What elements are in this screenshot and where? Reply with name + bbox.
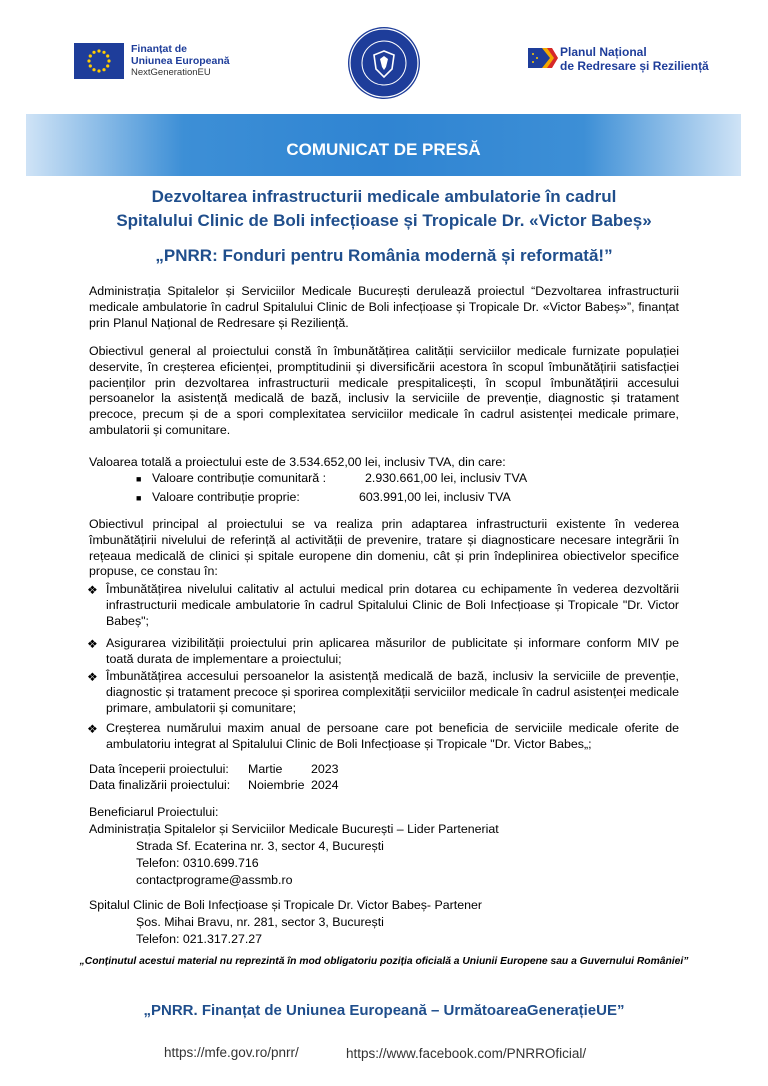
objective-item: Creșterea numărului maxim anual de persoane care pot beneficia de serviciile medicale oferite de ambulatoriu integrat al Spitalului Clinic de Boli Infecțioase și Tropicale "Dr. Victor Babes„; [106,721,679,751]
objective-item: Îmbunătățirea accesului persoanelor la asistență medicală de bază, inclusiv la serviciile de prevenție, diagnostic și tratament precoce și sporirea complexității serviciilor medicale în cadrul asistenței medicale primare, ambulatorii și comunitare; [106,669,679,715]
partner-phone: Telefon: 021.317.27.27 [136,932,263,946]
diamond-bullet-icon: ❖ [87,583,98,597]
leader-phone: Telefon: 0310.699.716 [136,856,259,870]
diamond-bullet-icon: ❖ [87,670,98,684]
partner-address: Șos. Mihai Bravu, nr. 281, sector 3, București [136,915,384,929]
eu-logo-line1: Finanțat de [131,43,188,55]
value-item-label: Valoare contribuție proprie: [152,490,300,504]
end-date-label: Data finalizării proiectului: [89,778,231,792]
leader-email: contactprograme@assmb.ro [136,873,293,887]
document-subtitle: „PNRR: Fonduri pentru România modernă și reformată!” [155,246,613,265]
value-item-label: Valoare contribuție comunitară : [152,471,327,485]
government-seal-logo [346,25,422,101]
square-bullet-icon: ■ [136,474,142,484]
square-bullet-icon: ■ [136,493,142,503]
document-title-line2: Spitalului Clinic de Boli infecțioase și Tropicale Dr. «Victor Babeș» [116,211,652,230]
partner-name: Spitalul Clinic de Boli Infecțioase și Tropicale Dr. Victor Babeș- Partener [89,898,483,912]
eu-flag-icon [74,43,124,79]
end-date-year: 2024 [311,778,339,792]
document-title-line1: Dezvoltarea infrastructurii medicale ambulatorie în cadrul [151,187,617,206]
objective-item: Asigurarea vizibilității proiectului prin aplicarea măsurilor de publicitate și informare conform MIV pe toată durata de implementare a proiectului; [106,636,679,666]
leader-address: Strada Sf. Ecaterina nr. 3, sector 4, București [136,839,384,853]
eu-logo-line2: Uniunea Europeană [131,55,230,67]
press-release-banner [26,114,741,176]
general-objective-paragraph: Obiectivul general al proiectului constă în îmbunătățirea calității serviciilor medicale furnizate populației deservite, în creșterea eficienței, promptitudinii și diversificării acestora în scopul îmbunătățirii satisfacției pacienților prin dezvoltarea infrastructurii medicale prespitalicești, în scopul îmbunătățirii accesului persoanelor la asistență medicală de bază, inclusiv la serviciile de prevenție, diagnostic și tratament precoce, precum și de a spori complexitatea serviciilor medicale în cadrul asistenței medicale primare, ambulatorii și comunitare. [89,344,679,437]
total-value-line: Valoarea totală a proiectului este de 3.534.652,00 lei, inclusiv TVA, din care: [89,455,506,469]
pnrr-arrow-icon [528,45,558,76]
objective-item: Îmbunătățirea nivelului calitativ al actului medical prin dotarea cu echipamente în vederea dezvoltării infrastructurii medicale ambulatorie în cadrul Spitalului Clinic de Boli Infecțioase și Tropicale "Dr. Victor Babeș"; [106,582,679,628]
intro-paragraph: Administrația Spitalelor și Serviciilor Medicale București derulează proiectul “Dezvoltarea infrastructurii medicale ambulatorie în cadrul Spitalului Clinic de Boli infecțioase și Tropicale Dr. «Victor Babeș»”, finanțat prin Planul Național de Redresare și Reziliență. [89,284,679,330]
end-date-month: Noiembrie [248,778,305,792]
start-date-year: 2023 [311,762,339,776]
diamond-bullet-icon: ❖ [87,722,98,736]
beneficiary-heading: Beneficiarul Proiectului: [89,805,219,819]
facebook-pnrr-link[interactable]: https://www.facebook.com/PNRROficial/ [346,1046,587,1061]
pnrr-logo-line2: de Redresare și Reziliență [560,59,709,73]
leader-name: Administrația Spitalelor și Serviciilor Medicale București – Lider Parteneriat [89,822,499,836]
start-date-month: Martie [248,762,283,776]
main-objective-paragraph: Obiectivul principal al proiectului se va realiza prin adaptarea infrastructurii existente în vederea îmbunătățirii nivelului de referință al activității de prevenire, tratare și diagnosticare necesare integrării în rețeaua medicală de clinici și spitale europene din domeniu, cât și prin îndeplinirea obiectivelor specifice propuse, ce constau în: [89,517,679,579]
eu-funding-logo [74,43,274,83]
footer-slogan: „PNRR. Finanțat de Uniunea Europeană – UrmătoareaGenerațieUE” [143,1002,625,1019]
pnrr-logo-line1: Planul Național [560,45,647,59]
start-date-label: Data începerii proiectului: [89,762,229,776]
eu-logo-line3: NextGenerationEU [131,67,211,78]
mfe-pnrr-link[interactable]: https://mfe.gov.ro/pnrr/ [164,1045,299,1060]
banner-title: COMUNICAT DE PRESĂ [286,140,481,159]
value-item-amount: 603.991,00 lei, inclusiv TVA [359,490,511,504]
disclaimer-text: „Conținutul acestui material nu reprezintă în mod obligatoriu poziția oficială a Uniunii Europene sau a Guvernului României” [79,956,689,967]
diamond-bullet-icon: ❖ [87,637,98,651]
pnrr-logo [528,43,728,83]
value-item-amount: 2.930.661,00 lei, inclusiv TVA [365,471,528,485]
